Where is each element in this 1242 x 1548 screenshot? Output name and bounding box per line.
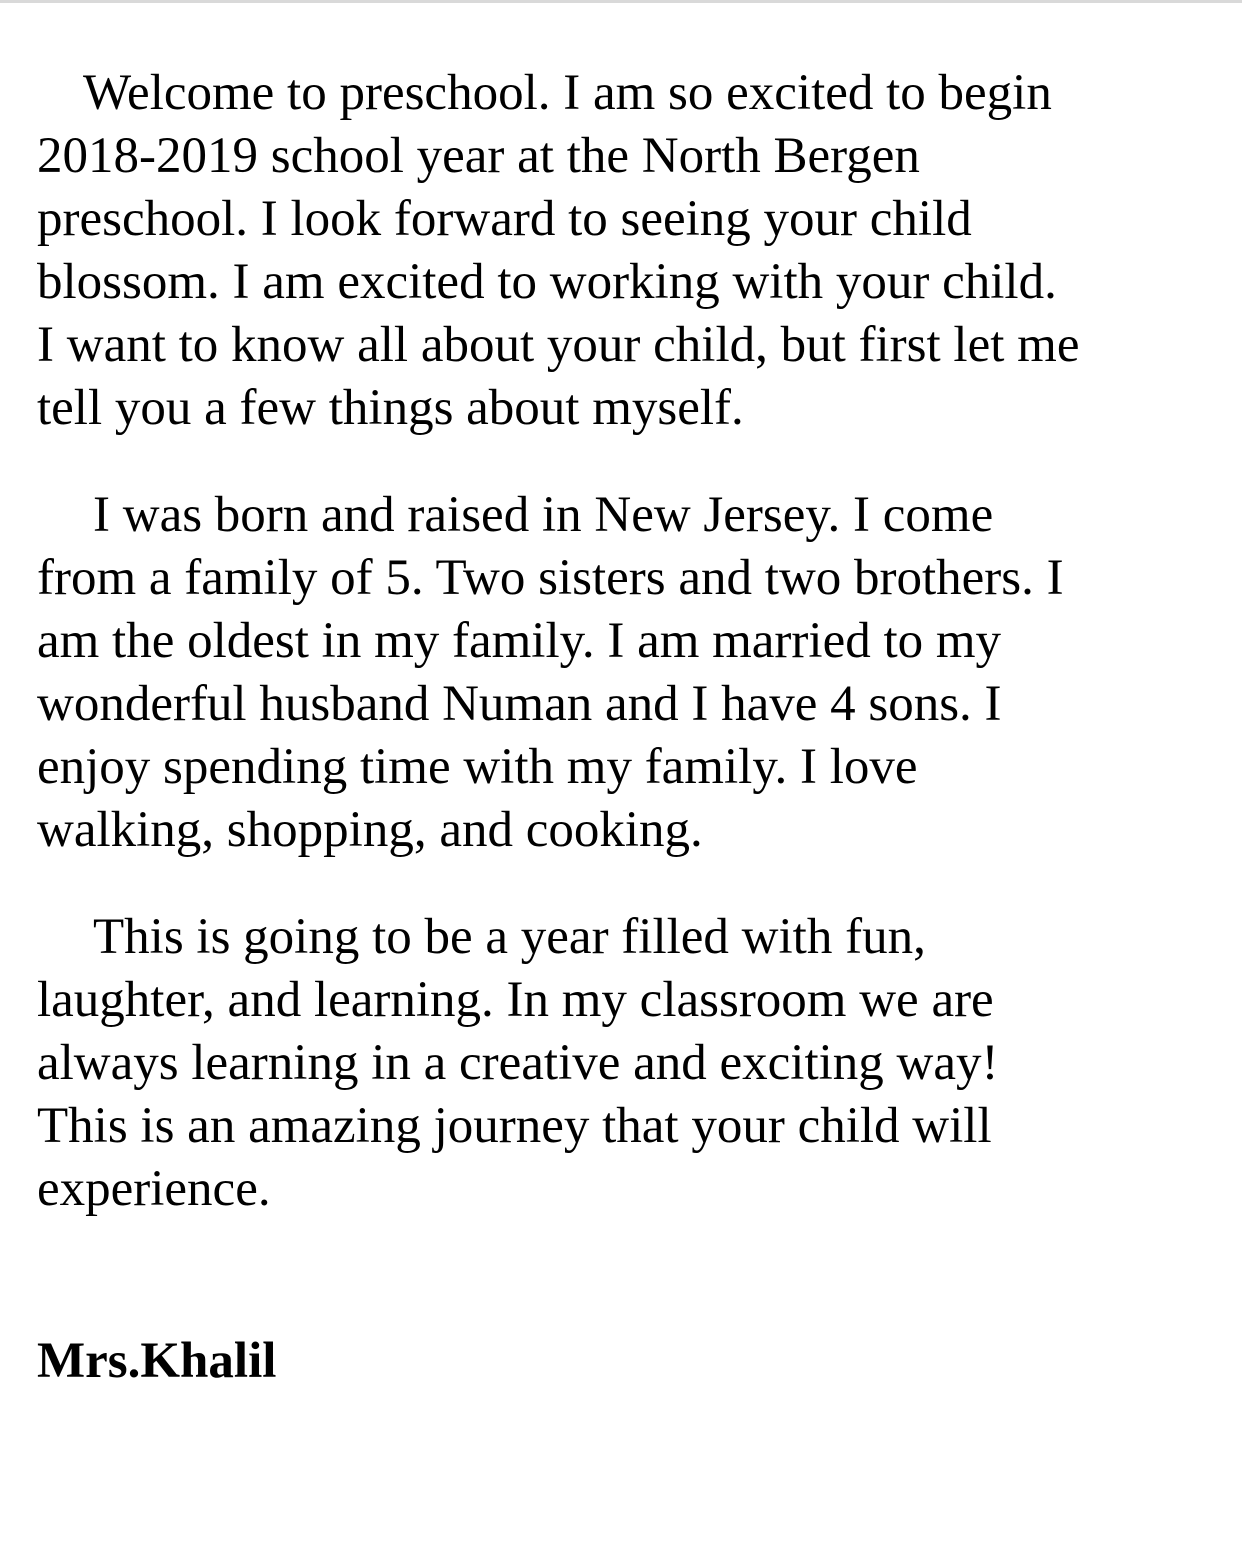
paragraph-line: I want to know all about your child, but first let me [37,317,1080,373]
paragraph-line: wonderful husband Numan and I have 4 sons. I [37,676,1002,732]
paragraph-line: laughter, and learning. In my classroom we are [37,972,994,1028]
signature: Mrs.Khalil [37,1333,277,1389]
top-divider [0,0,1242,3]
paragraph-line: I was born and raised in New Jersey. I come [93,487,994,543]
paragraph-line: preschool. I look forward to seeing your child [37,191,972,247]
paragraph-line: This is an amazing journey that your child will [37,1098,992,1154]
paragraph-line: Welcome to preschool. I am so excited to begin [83,65,1052,121]
paragraph-year-ahead [37,906,1227,1221]
paragraph-welcome [37,62,1227,440]
paragraph-line: am the oldest in my family. I am married to my [37,613,1002,669]
paragraph-line: from a family of 5. Two sisters and two brothers. I [37,550,1064,606]
paragraph-line: experience. [37,1161,271,1217]
paragraph-line: This is going to be a year filled with fun, [93,909,926,965]
letter-body [37,62,1227,1221]
paragraph-about-me [37,484,1227,862]
paragraph-line: tell you a few things about myself. [37,380,744,436]
paragraph-line: 2018-2019 school year at the North Bergen [37,128,920,184]
paragraph-line: always learning in a creative and exciting way! [37,1035,999,1091]
paragraph-line: walking, shopping, and cooking. [37,802,703,858]
paragraph-line: blossom. I am excited to working with your child. [37,254,1057,310]
paragraph-line: enjoy spending time with my family. I love [37,739,918,795]
